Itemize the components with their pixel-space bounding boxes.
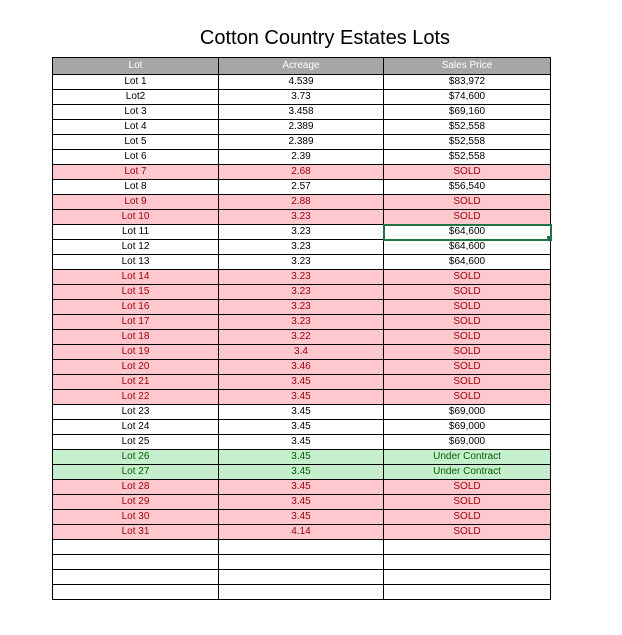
lot-cell[interactable]: Lot 1 (53, 75, 219, 90)
lot-cell[interactable]: Lot 20 (53, 360, 219, 375)
lot-cell[interactable]: Lot 6 (53, 150, 219, 165)
table-row (53, 105, 551, 120)
table-row (53, 165, 551, 180)
table-row (53, 135, 551, 150)
acreage-cell[interactable]: 3.458 (219, 105, 384, 120)
acreage-cell[interactable]: 3.23 (219, 270, 384, 285)
sales-price-cell[interactable]: SOLD (384, 285, 551, 300)
sales-price-cell[interactable]: SOLD (384, 360, 551, 375)
table-row (53, 120, 551, 135)
lot-cell[interactable]: Lot 3 (53, 105, 219, 120)
table-body (53, 75, 551, 600)
acreage-cell[interactable]: 3.45 (219, 405, 384, 420)
sales-price-cell[interactable]: SOLD (384, 165, 551, 180)
sales-price-cell[interactable]: $74,600 (384, 90, 551, 105)
column-header-acreage[interactable]: Acreage (219, 58, 384, 75)
table-row (53, 435, 551, 450)
table-row (53, 90, 551, 105)
lot-cell[interactable]: Lot 22 (53, 390, 219, 405)
empty-row (53, 585, 551, 600)
sales-price-cell[interactable]: $52,558 (384, 135, 551, 150)
column-header-sales-price[interactable]: Sales Price (384, 58, 551, 75)
lot-cell[interactable]: Lot 23 (53, 405, 219, 420)
sales-price-cell[interactable]: SOLD (384, 390, 551, 405)
empty-row (53, 540, 551, 555)
empty-cell[interactable] (53, 555, 219, 570)
lot-cell[interactable]: Lot 16 (53, 300, 219, 315)
sales-price-cell[interactable]: SOLD (384, 270, 551, 285)
acreage-cell[interactable]: 3.23 (219, 225, 384, 240)
acreage-cell[interactable]: 3.45 (219, 510, 384, 525)
acreage-cell[interactable]: 2.88 (219, 195, 384, 210)
table-row (53, 270, 551, 285)
empty-cell[interactable] (219, 540, 384, 555)
acreage-cell[interactable]: 2.39 (219, 150, 384, 165)
sales-price-cell[interactable]: Under Contract (384, 465, 551, 480)
table-row (53, 75, 551, 90)
lot-cell[interactable]: Lot 29 (53, 495, 219, 510)
acreage-cell[interactable]: 3.45 (219, 450, 384, 465)
lot-cell[interactable]: Lot 17 (53, 315, 219, 330)
empty-cell[interactable] (53, 570, 219, 585)
lot-cell[interactable]: Lot 12 (53, 240, 219, 255)
empty-cell[interactable] (384, 570, 551, 585)
empty-cell[interactable] (384, 555, 551, 570)
lot-cell[interactable]: Lot 8 (53, 180, 219, 195)
acreage-cell[interactable]: 3.45 (219, 480, 384, 495)
sales-price-cell[interactable]: Under Contract (384, 450, 551, 465)
table-row (53, 390, 551, 405)
acreage-cell[interactable]: 2.389 (219, 135, 384, 150)
lot-cell[interactable]: Lot 26 (53, 450, 219, 465)
sales-price-cell[interactable]: SOLD (384, 375, 551, 390)
sales-price-cell[interactable]: SOLD (384, 195, 551, 210)
sales-price-cell[interactable]: SOLD (384, 315, 551, 330)
table-row (53, 375, 551, 390)
table-row (53, 150, 551, 165)
empty-cell[interactable] (384, 540, 551, 555)
lot-cell[interactable]: Lot 7 (53, 165, 219, 180)
lot-cell[interactable]: Lot 27 (53, 465, 219, 480)
empty-cell[interactable] (219, 570, 384, 585)
acreage-cell[interactable]: 4.14 (219, 525, 384, 540)
sales-price-cell[interactable]: $64,600 (384, 240, 551, 255)
acreage-cell[interactable]: 2.389 (219, 120, 384, 135)
sheet-title: Cotton Country Estates Lots (199, 27, 451, 49)
lot-cell[interactable]: Lot 21 (53, 375, 219, 390)
acreage-cell[interactable]: 3.45 (219, 375, 384, 390)
sales-price-cell[interactable]: $56,540 (384, 180, 551, 195)
sales-price-cell[interactable]: $69,160 (384, 105, 551, 120)
table-row (53, 360, 551, 375)
acreage-cell[interactable]: 3.45 (219, 465, 384, 480)
lot-cell[interactable]: Lot 15 (53, 285, 219, 300)
table-row (53, 420, 551, 435)
lots-table (52, 57, 551, 600)
table-row (53, 195, 551, 210)
table-row (53, 510, 551, 525)
sales-price-cell[interactable]: SOLD (384, 330, 551, 345)
acreage-cell[interactable]: 3.23 (219, 300, 384, 315)
acreage-cell[interactable]: 2.68 (219, 165, 384, 180)
lot-cell[interactable]: Lot 24 (53, 420, 219, 435)
column-header-lot[interactable]: Lot (53, 58, 219, 75)
acreage-cell[interactable]: 3.23 (219, 210, 384, 225)
acreage-cell[interactable]: 3.45 (219, 495, 384, 510)
sales-price-cell[interactable]: $64,600 (384, 225, 551, 240)
acreage-cell[interactable]: 4.539 (219, 75, 384, 90)
sales-price-cell[interactable]: SOLD (384, 510, 551, 525)
table-row (53, 330, 551, 345)
table-row (53, 480, 551, 495)
acreage-cell[interactable]: 3.22 (219, 330, 384, 345)
table-row (53, 465, 551, 480)
lot-cell[interactable]: Lot 13 (53, 255, 219, 270)
acreage-cell[interactable]: 3.23 (219, 315, 384, 330)
lot-cell[interactable]: Lot 30 (53, 510, 219, 525)
acreage-cell[interactable]: 3.45 (219, 435, 384, 450)
lot-cell[interactable]: Lot 10 (53, 210, 219, 225)
table-row (53, 225, 551, 240)
table-row (53, 240, 551, 255)
table-row (53, 180, 551, 195)
sales-price-cell[interactable]: $64,600 (384, 255, 551, 270)
lot-cell[interactable]: Lot 5 (53, 135, 219, 150)
acreage-cell[interactable]: 3.45 (219, 420, 384, 435)
table-row (53, 255, 551, 270)
sales-price-cell[interactable]: SOLD (384, 480, 551, 495)
acreage-cell[interactable]: 2.57 (219, 180, 384, 195)
sales-price-cell[interactable]: $83,972 (384, 75, 551, 90)
lot-cell[interactable]: Lot 25 (53, 435, 219, 450)
table-row (53, 315, 551, 330)
empty-cell[interactable] (384, 585, 551, 600)
acreage-cell[interactable]: 3.4 (219, 345, 384, 360)
sales-price-cell[interactable]: SOLD (384, 300, 551, 315)
empty-row (53, 570, 551, 585)
empty-cell[interactable] (53, 585, 219, 600)
sales-price-cell[interactable]: SOLD (384, 495, 551, 510)
acreage-cell[interactable]: 3.46 (219, 360, 384, 375)
lot-cell[interactable]: Lot 11 (53, 225, 219, 240)
acreage-cell[interactable]: 3.73 (219, 90, 384, 105)
table-row (53, 210, 551, 225)
empty-cell[interactable] (53, 540, 219, 555)
sales-price-cell[interactable]: SOLD (384, 525, 551, 540)
lot-cell[interactable]: Lot 31 (53, 525, 219, 540)
sales-price-cell[interactable]: SOLD (384, 210, 551, 225)
acreage-cell[interactable]: 3.23 (219, 285, 384, 300)
sales-price-cell[interactable]: SOLD (384, 345, 551, 360)
sales-price-cell[interactable]: $52,558 (384, 120, 551, 135)
sales-price-cell[interactable]: $69,000 (384, 420, 551, 435)
lot-cell[interactable]: Lot 4 (53, 120, 219, 135)
lot-cell[interactable]: Lot 14 (53, 270, 219, 285)
empty-cell[interactable] (219, 585, 384, 600)
table-row (53, 345, 551, 360)
header-row (53, 58, 551, 75)
lot-cell[interactable]: Lot 9 (53, 195, 219, 210)
lot-cell[interactable]: Lot2 (53, 90, 219, 105)
table-row (53, 285, 551, 300)
acreage-cell[interactable]: 3.23 (219, 255, 384, 270)
sales-price-cell[interactable]: $69,000 (384, 405, 551, 420)
table-row (53, 450, 551, 465)
table-row (53, 495, 551, 510)
acreage-cell[interactable]: 3.23 (219, 240, 384, 255)
sales-price-cell[interactable]: $52,558 (384, 150, 551, 165)
table-row (53, 405, 551, 420)
table-row (53, 525, 551, 540)
empty-cell[interactable] (219, 555, 384, 570)
lot-cell[interactable]: Lot 28 (53, 480, 219, 495)
acreage-cell[interactable]: 3.45 (219, 390, 384, 405)
sales-price-cell[interactable]: $69,000 (384, 435, 551, 450)
lot-cell[interactable]: Lot 18 (53, 330, 219, 345)
lot-cell[interactable]: Lot 19 (53, 345, 219, 360)
empty-row (53, 555, 551, 570)
table-row (53, 300, 551, 315)
